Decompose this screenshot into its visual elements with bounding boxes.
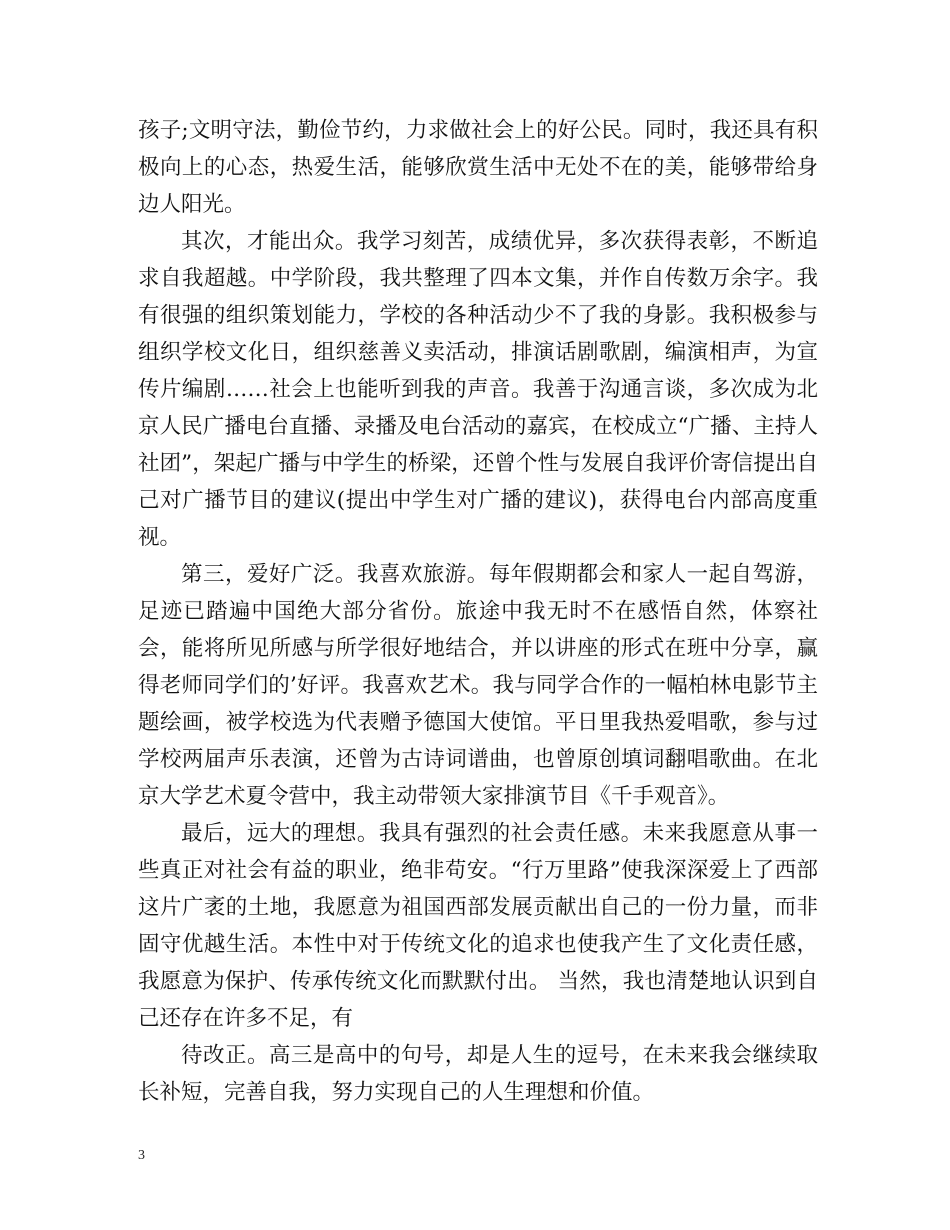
body-text	[138, 112, 818, 1111]
page-number: 3	[138, 1148, 145, 1163]
paragraph-continuation: 孩子;文明守法，勤俭节约，力求做社会上的好公民。同时，我还具有积极向上的心态，热爱生活，能够欣赏生活中无处不在的美，能够带给身边人阳光。	[138, 118, 818, 217]
paragraph-talent: 其次，才能出众。我学习刻苦，成绩优异，多次获得表彰，不断追求自我超越。中学阶段，我共整理了四本文集，并作自传数万余字。我有很强的组织策划能力，学校的各种活动少不了我的身影。我积极参与组织学校文化日，组织慈善义卖活动，排演话剧歌剧，编演相声，为宣传片编剧……社会上也能听到我的声音。我善于沟通言谈，多次成为北京人民广播电台直播、录播及电台活动的嘉宾，在校成立“广播、主持人社团”，架起广播与中学生的桥梁，还曾个性与发展自我评价寄信提出自己对广播节目的建议(提出中学生对广播的建议)，获得电台内部高度重视。	[138, 229, 818, 550]
paragraph-conclusion: 待改正。高三是高中的句号，却是人生的逗号，在未来我会继续取长补短，完善自我，努力实现自己的人生理想和价值。	[138, 1043, 818, 1105]
paragraph-ideals: 最后，远大的理想。我具有强烈的社会责任感。未来我愿意从事一些真正对社会有益的职业，绝非苟安。“行万里路”使我深深爱上了西部这片广袤的土地，我愿意为祖国西部发展贡献出自己的一份力量，而非固守优越生活。本性中对于传统文化的追求也使我产生了文化责任感，我愿意为保护、传承传统文化而默默付出。 当然，我也清楚地认识到自己还存在许多不足，有	[138, 821, 818, 1031]
paragraph-hobbies: 第三，爱好广泛。我喜欢旅游。每年假期都会和家人一起自驾游，足迹已踏遍中国绝大部分省份。旅途中我无时不在感悟自然，体察社会，能将所见所感与所学很好地结合，并以讲座的形式在班中分享，赢得老师同学们的’好评。我喜欢艺术。我与同学合作的一幅柏林电影节主题绘画，被学校选为代表赠予德国大使馆。平日里我热爱唱歌，参与过学校两届声乐表演，还曾为古诗词谱曲，也曾原创填词翻唱歌曲。在北京大学艺术夏令营中，我主动带领大家排演节目《千手观音》。	[138, 562, 818, 809]
